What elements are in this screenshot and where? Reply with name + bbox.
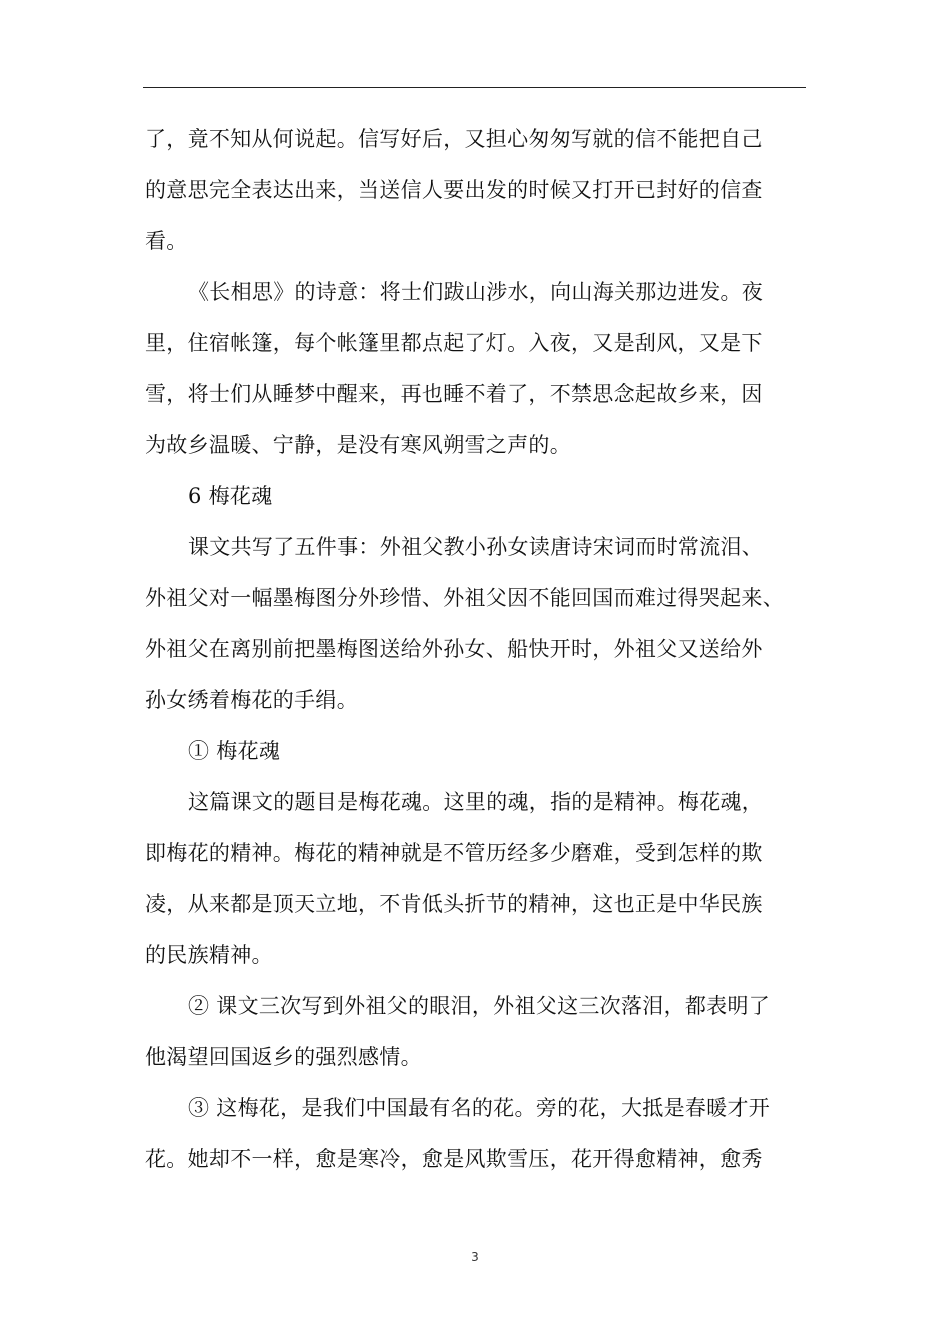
text-line: 为故乡温暖、宁静，是没有寒风朔雪之声的。 xyxy=(145,433,571,457)
text-line: 雪，将士们从睡梦中醒来，再也睡不着了，不禁思念起故乡来，因 xyxy=(145,382,763,406)
text-line: 即梅花的精神。梅花的精神就是不管历经多少磨难，受到怎样的欺 xyxy=(145,841,763,865)
text-line: 外祖父对一幅墨梅图分外珍惜、外祖父因不能回国而难过得哭起来、 xyxy=(145,586,784,610)
text-line: 孙女绣着梅花的手绢。 xyxy=(145,688,358,712)
text-line: 看。 xyxy=(145,229,188,253)
text-line: 他渴望回国返乡的强烈感情。 xyxy=(145,1045,422,1069)
paragraph-start: ③ 这梅花，是我们中国最有名的花。旁的花，大抵是春暖才开 xyxy=(188,1096,771,1120)
paragraph-start: 这篇课文的题目是梅花魂。这里的魂，指的是精神。梅花魂， xyxy=(188,790,764,814)
text-line: 花。她却不一样，愈是寒冷，愈是风欺雪压，花开得愈精神，愈秀 xyxy=(145,1147,763,1171)
paragraph-start: ② 课文三次写到外祖父的眼泪，外祖父这三次落泪，都表明了 xyxy=(188,994,771,1018)
paragraph-start: 《长相思》的诗意：将士们跋山涉水，向山海关那边进发。夜 xyxy=(188,280,764,304)
page-number: 3 xyxy=(471,1250,479,1264)
text-line: 的民族精神。 xyxy=(145,943,273,967)
text-line: 凌，从来都是顶天立地，不肯低头折节的精神，这也正是中华民族 xyxy=(145,892,763,916)
subsection-heading: ① 梅花魂 xyxy=(188,739,281,763)
section-heading: 6 梅花魂 xyxy=(188,484,273,508)
text-line: 外祖父在离别前把墨梅图送给外孙女、船快开时，外祖父又送给外 xyxy=(145,637,763,661)
text-line: 了，竟不知从何说起。信写好后，又担心匆匆写就的信不能把自己 xyxy=(145,127,763,151)
text-line: 里，住宿帐篷，每个帐篷里都点起了灯。入夜，又是刮风，又是下 xyxy=(145,331,763,355)
text-line: 的意思完全表达出来，当送信人要出发的时候又打开已封好的信查 xyxy=(145,178,763,202)
paragraph-start: 课文共写了五件事：外祖父教小孙女读唐诗宋词而时常流泪、 xyxy=(188,535,764,559)
